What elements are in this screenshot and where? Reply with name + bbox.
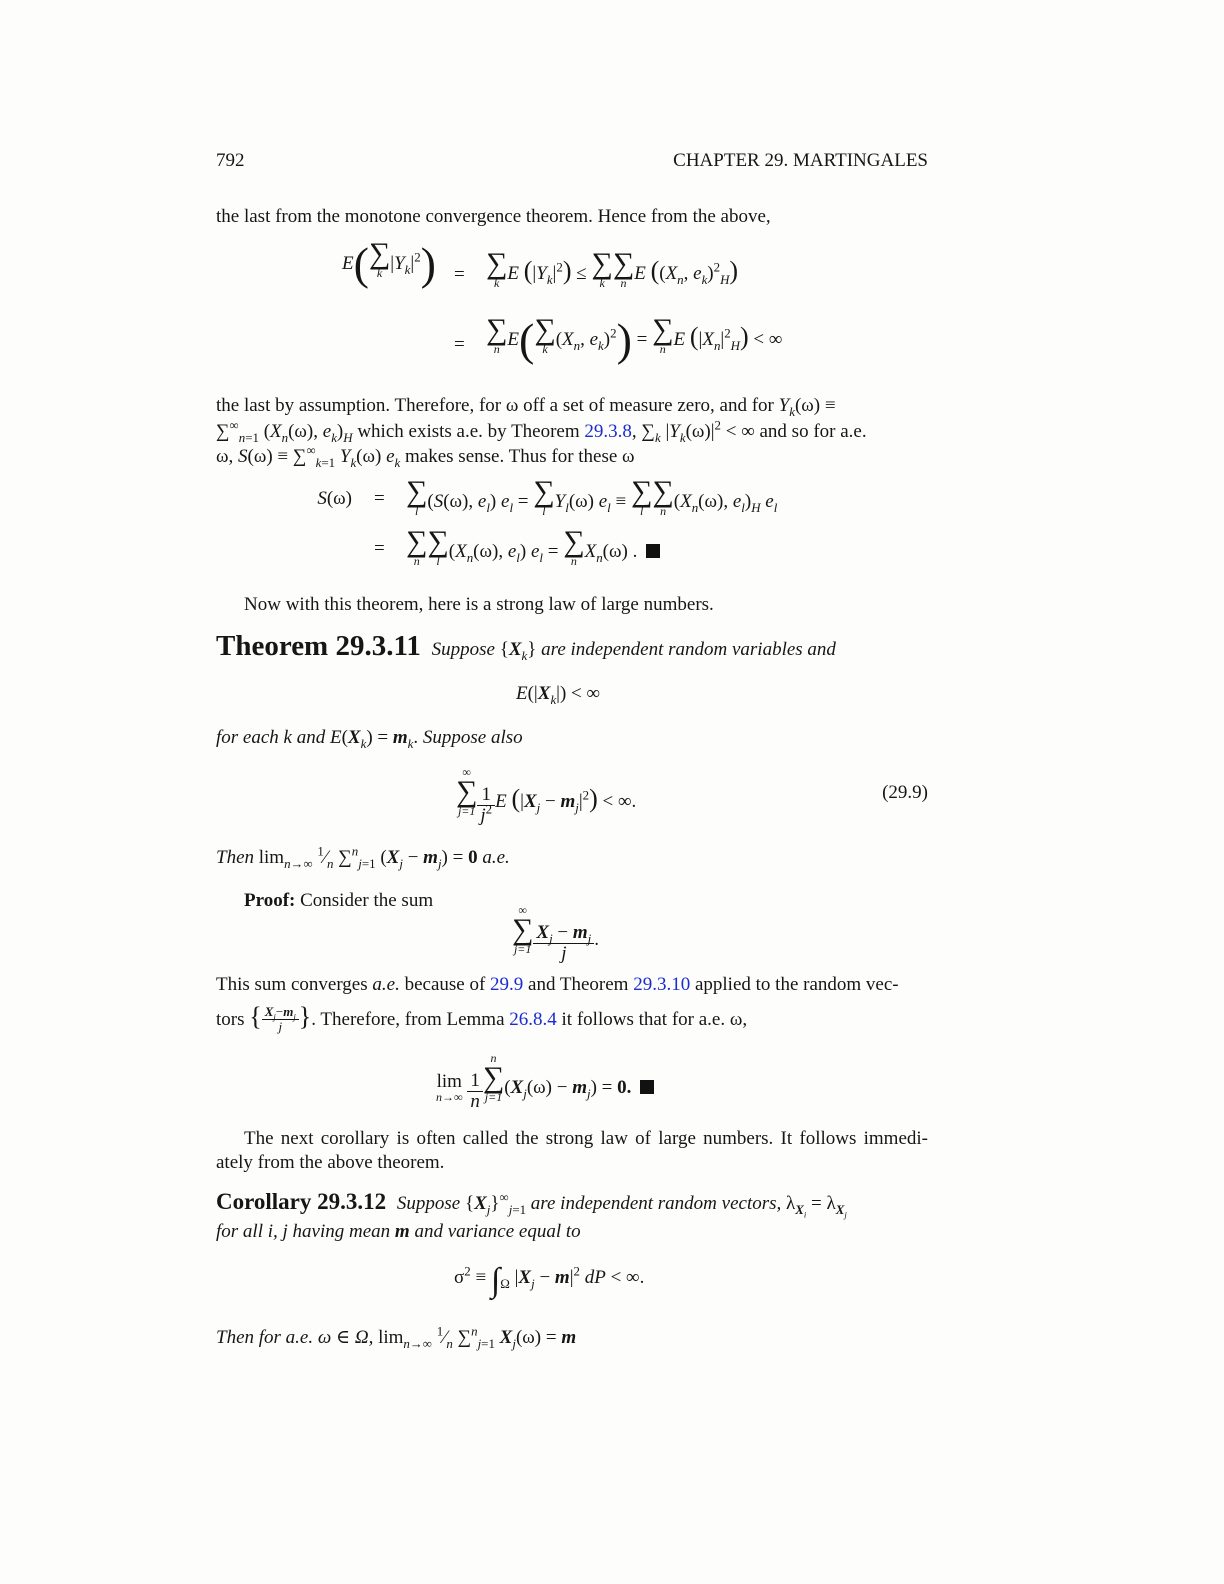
para2-line1: the last by assumption. Therefore, for ω off a set of measure zero, and for $Y_k(\omega)$ ≡: [216, 395, 836, 419]
theorem-label: Theorem 29.3.11: [216, 630, 421, 662]
corollary-then-text: Then for a.e. ω ∈ Ω,: [216, 1327, 374, 1348]
running-header: CHAPTER 29. MARTINGALES: [673, 150, 928, 171]
qed-square-icon: [646, 544, 660, 558]
corollary-text-1: Suppose: [396, 1193, 461, 1214]
proof-line-1: [216, 973, 928, 997]
theorem-text-4: Suppose also: [422, 727, 523, 748]
theorem-link-29-3-10[interactable]: 29.3.10: [633, 974, 691, 995]
para2-line3: ω, $S(\omega) \equiv \sum^\infty_{k=1}$ $Y_k(\omega)$ $e_k$ makes sense. Thus for these ω: [216, 442, 635, 470]
corollary-label: Corollary 29.3.12: [216, 1189, 387, 1214]
equation-link-29-9[interactable]: 29.9: [490, 974, 524, 995]
para2-text-2: which exists a.e. by Theorem: [357, 420, 580, 442]
eq1-row1: ∑ k E $(|Y_k|^2)$ ≤ ∑ k ∑ n E (($X_n$, $e_k)^2_H$): [486, 247, 739, 290]
corollary-text-3: for all i, j having mean: [216, 1221, 391, 1242]
theorem-text-2: are independent random variables and: [541, 639, 836, 660]
eq1-equals-1: =: [454, 264, 465, 285]
para2-text-1: the last by assumption. Therefore, for ω off a set of measure zero, and for: [216, 395, 774, 416]
proof-text-2: This sum converges: [216, 974, 368, 995]
proof-text-5: applied to the random vec-: [694, 974, 899, 995]
theorem-heading: Theorem 29.3.11 Suppose $\{X_k\}$ are independent random variables and: [216, 630, 836, 663]
proof-text-6: tors: [216, 1008, 245, 1030]
eq2-lhs: S(ω): [317, 488, 352, 509]
theorem-line-3: for each k and $E(X_k) = m_k$. Suppose also: [216, 727, 523, 751]
corollary-text-2: are independent random vectors,: [530, 1193, 782, 1214]
theorem-series-condition: ∞ ∑ j=1 $\frac{1}{j^2}$ E $(|X_j - m_j|^2)$ < ∞.: [456, 765, 637, 826]
corollary-intro: The next corollary is often called the strong law of large numbers. It follows immedi- ately from the above theorem.: [216, 1128, 928, 1173]
theorem-text-3: for each k and: [216, 727, 326, 748]
theorem-then-text: Then: [216, 847, 254, 868]
qed-square-icon-2: [640, 1080, 654, 1094]
corollary-heading: Corollary 29.3.12 Suppose $\{X_j\}^\infty_{j=1}$ are independent random vectors, $\lambda_{X_i} = \lambda_{X_j}$: [216, 1189, 847, 1220]
proof-line-2: tors { $\frac{X_j-m_j}{j}$ }. Therefore, from Lemma 26.8.4 it follows that for a.e. ω,: [216, 1001, 748, 1034]
page: [216, 0, 936, 1584]
corollary-variance: $\sigma^2 \equiv \int_\Omega$ $|X_j - m|^2$ dP < ∞.: [454, 1262, 645, 1299]
eq2-row1: ∑ l (S(ω), $e_l$) $e_l$ = ∑ l $Y_l(\omega) e_l$ ≡ ∑ l ∑ n ($X_n(\omega)$, $e_l)_H$ $e_l$: [406, 475, 778, 518]
intro-text: the last from the monotone convergence theorem. Hence from the above,: [216, 206, 771, 227]
corollary-conclusion: Then for a.e. ω ∈ Ω, $\lim_{n\to\infty}$ $^1⁄_n$ ∑$^n_{j=1}$ $X_j(\omega) = m$: [216, 1323, 577, 1351]
theorem-conclusion: Then $\lim_{n\to\infty}$ $^1⁄_n$ ∑$^n_{j=1}$ $(X_j - m_j) = 0$ a.e.: [216, 843, 510, 871]
proof-paragraph: [216, 973, 928, 1033]
para2-text-4: makes sense. Thus for these ω: [405, 445, 635, 467]
lemma-link-26-8-4[interactable]: 26.8.4: [509, 1008, 557, 1030]
paragraph-assumption: [216, 394, 928, 468]
eq1-equals-2: =: [454, 334, 465, 355]
proof-label: Proof:: [244, 890, 296, 911]
eq1-row2: ∑ n E( ∑ k ($X_n$, $e_k)^2$) = ∑ n E $(|X_n|^2_H)$ < ∞: [486, 313, 783, 365]
equation-number: (29.9): [882, 782, 928, 803]
eq2-row2: ∑ n ∑ l ($X_n(\omega)$, $e_l$) $e_l$ = ∑ n $X_n(\omega)$ .: [406, 528, 660, 567]
para2-text-3: and so for a.e.: [759, 420, 867, 442]
proof-start: [244, 889, 433, 913]
transition-text: Now with this theorem, here is a strong law of large numbers.: [244, 594, 714, 615]
theorem-condition: $E(|X_k|)$ < ∞: [516, 683, 601, 707]
proof-ae: a.e.: [372, 974, 400, 995]
proof-text-7: . Therefore, from Lemma: [311, 1008, 505, 1030]
proof-text-8: it follows that for a.e. ω,: [561, 1008, 748, 1030]
corollary-text-4: and variance equal to: [414, 1221, 581, 1242]
proof-text-3: because of: [404, 974, 486, 995]
eq1-lhs: E( ∑ k $|Y_k|^2$): [341, 237, 436, 289]
para2-line2: $\sum^\infty_{n=1}$ ($X_n(\omega)$, $e_k)_H$ which exists a.e. by Theorem 29.3.8, $\sum_k$ $|Y_k(\omega)|^2$ < ∞ and so for a.e.: [216, 417, 867, 445]
proof-text-1: Consider the sum: [300, 890, 434, 911]
theorem-link-29-3-8[interactable]: 29.3.8: [584, 420, 632, 442]
corollary-line-2: for all i, j having mean m and variance equal to: [216, 1221, 581, 1242]
page-number: 792: [216, 150, 245, 171]
proof-sum: ∞ ∑ j=1 $\frac{X_j - m_j}{j}$ .: [512, 903, 600, 964]
eq2-equals-1: =: [374, 488, 385, 509]
proof-text-4: and Theorem: [528, 974, 629, 995]
eq2-equals-2: =: [374, 538, 385, 559]
proof-limit: lim n→∞ $\frac{1}{n}$ n ∑ j=1 $(X_j(\omega) - m_j) = 0$.: [436, 1052, 654, 1112]
theorem-text-1: Suppose: [431, 639, 495, 660]
